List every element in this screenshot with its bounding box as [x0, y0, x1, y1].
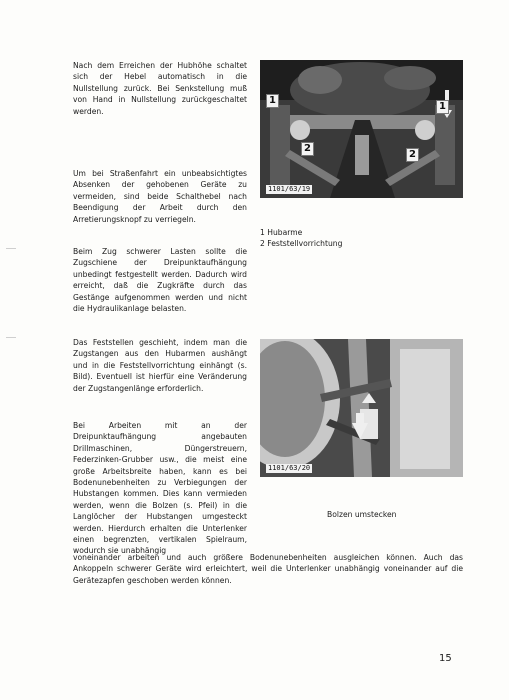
- marker-2-left: 2: [301, 142, 314, 156]
- marker-1-left: 1: [266, 94, 279, 108]
- photo-bolzen: [260, 339, 463, 477]
- page-number: 15: [439, 653, 452, 664]
- paragraph-strassenfahrt: [73, 168, 247, 225]
- marker-1-right: 1: [436, 100, 449, 114]
- edge-mark: [6, 337, 16, 340]
- photo-hubarme-drawing: [260, 60, 463, 198]
- figure-code: 1101/63/19: [268, 185, 311, 193]
- photo-bolzen-drawing: [260, 339, 463, 477]
- figure1-legend: [260, 227, 342, 249]
- edge-mark: [6, 248, 16, 251]
- legend-item-hubarme: 1 Hubarme: [260, 228, 303, 237]
- paragraph-hubhoehe: [73, 60, 247, 117]
- paragraph-drillmaschinen: [73, 420, 247, 557]
- paragraph-schwere-lasten: [73, 246, 247, 314]
- marker-2-right: 2: [406, 148, 419, 162]
- paragraph-continuation: voneinander arbeiten und auch größere Bodenunebenheiten ausgleichen können. Auch das Ankoppeln schwerer Geräte wird erleichtert, weil die Unterlenker unabhängig voneinander auf die Gerätezapfen geschoben werden können.: [73, 553, 463, 585]
- figure2-caption: Bolzen umstecken: [327, 510, 397, 519]
- paragraph-text: Bei Arbeiten mit an der Dreipunktaufhängung angebauten Drillmaschinen, Düngerstreuern, Federzinken-Grubber usw., die meist eine große Arbeitsbreite haben, kann es bei Bodenunebenheiten zu Verbiegungen der Hubstangen kommen. Dies kann vermieden werden, wenn die Bolzen (s. Pfeil) in die Langlöcher der Hubstangen umgesteckt werden. Hierdurch erhalten die Unterlenker einen begrenzten, vertikalen Spielraum, wodurch sie unabhängig: [73, 421, 247, 556]
- paragraph-text: Beim Zug schwerer Lasten sollte die Zugschiene der Dreipunktaufhängung unbedingt festgestellt werden. Dadurch wird erreicht, daß die Zugkräfte durch das Gestänge aufgenommen werden und nicht die Hydraulikanlage belasten.: [73, 247, 247, 314]
- legend-item-feststellvorrichtung: 2 Feststellvorrichtung: [260, 239, 343, 248]
- figure-code: 1101/63/20: [268, 464, 311, 472]
- paragraph-feststellen: [73, 337, 247, 394]
- paragraph-text: Um bei Straßenfahrt ein unbeabsichtigtes Absenken der gehobenen Geräte zu vermeiden, sind beide Schalthebel nach Beendigung der Arbeit durch den Arretierungsknopf zu verriegeln.: [73, 169, 247, 224]
- paragraph-text: Das Feststellen geschieht, indem man die Zugstangen aus den Hubarmen aushängt und in die Feststellvorrichtung einhängt (s. Bild). Eventuell ist hierfür eine Veränderung der Zugstangenlänge erforderlich.: [73, 338, 247, 393]
- paragraph-text: Nach dem Erreichen der Hubhöhe schaltet sich der Hebel automatisch in die Nullstellung zurück. Bei Senkstellung muß von Hand in Nullstellung zurückgeschaltet werden.: [73, 61, 247, 116]
- photo-hubarme: [260, 60, 463, 198]
